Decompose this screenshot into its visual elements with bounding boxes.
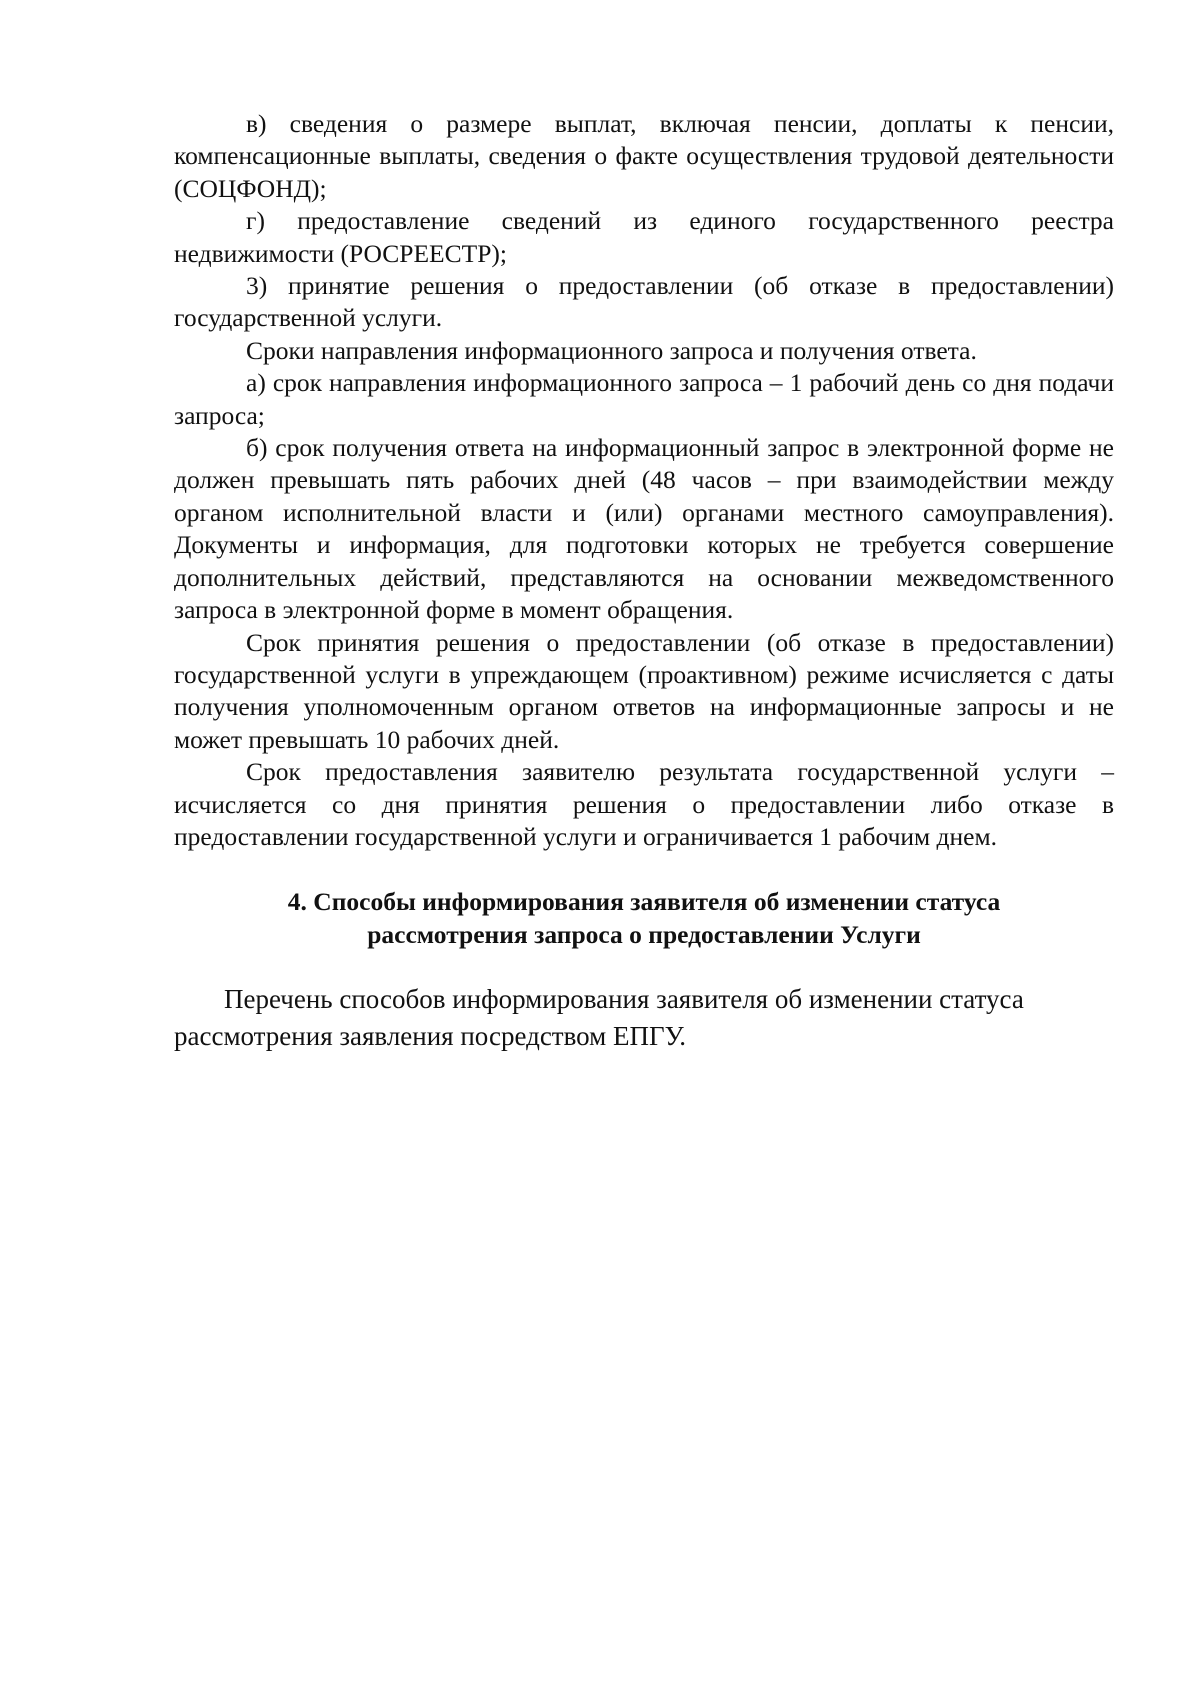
paragraph-decision: 3) принятие решения о предоставлении (об отказе в предоставлении) государственной услуги. — [174, 271, 1114, 333]
section-heading-line-2: рассмотрения запроса о предоставлении Услуги — [367, 920, 921, 950]
paragraph-rosreestr: г) предоставление сведений из единого государственного реестра недвижимости (РОСРЕЕСТР); — [174, 206, 1114, 268]
paragraph-socfond: в) сведения о размере выплат, включая пенсии, доплаты к пенсии, компенсационные выплаты, сведения о факте осуществления трудовой деятельности (СОЦФОНД); — [174, 109, 1114, 203]
paragraph-result-deadline: Срок предоставления заявителю результата государственной услуги – исчисляется со дня принятия решения о предоставлении либо отказе в предоставлении государственной услуги и ограничивается 1 рабочим днем. — [174, 757, 1114, 851]
section-heading — [174, 885, 1114, 951]
paragraph-request-deadline: а) срок направления информационного запроса – 1 рабочий день со дня подачи запроса; — [174, 368, 1114, 430]
closing-paragraph: Перечень способов информирования заявителя об изменении статуса рассмотрения заявления посредством ЕПГУ. — [174, 984, 1024, 1052]
section-heading-line-1: 4. Способы информирования заявителя об изменении статуса — [287, 887, 1001, 917]
paragraph-response-deadline: б) срок получения ответа на информационный запрос в электронной форме не должен превышать пять рабочих дней (48 часов – при взаимодействии между органом исполнительной власти и (или) органами местного самоуправления). Документы и информация, для подготовки которых не требуется совершение дополнительных действий, представляются на основании межведомственного запроса в электронной форме в момент обращения. — [174, 433, 1114, 625]
paragraph-deadlines-intro: Сроки направления информационного запроса и получения ответа. — [246, 335, 977, 365]
paragraph-decision-deadline: Срок принятия решения о предоставлении (об отказе в предоставлении) государственной услуги в упреждающем (проактивном) режиме исчисляется с даты получения уполномоченным органом ответов на информационные запросы и не может превышать 10 рабочих дней. — [174, 627, 1114, 754]
document-page — [174, 108, 1114, 1055]
